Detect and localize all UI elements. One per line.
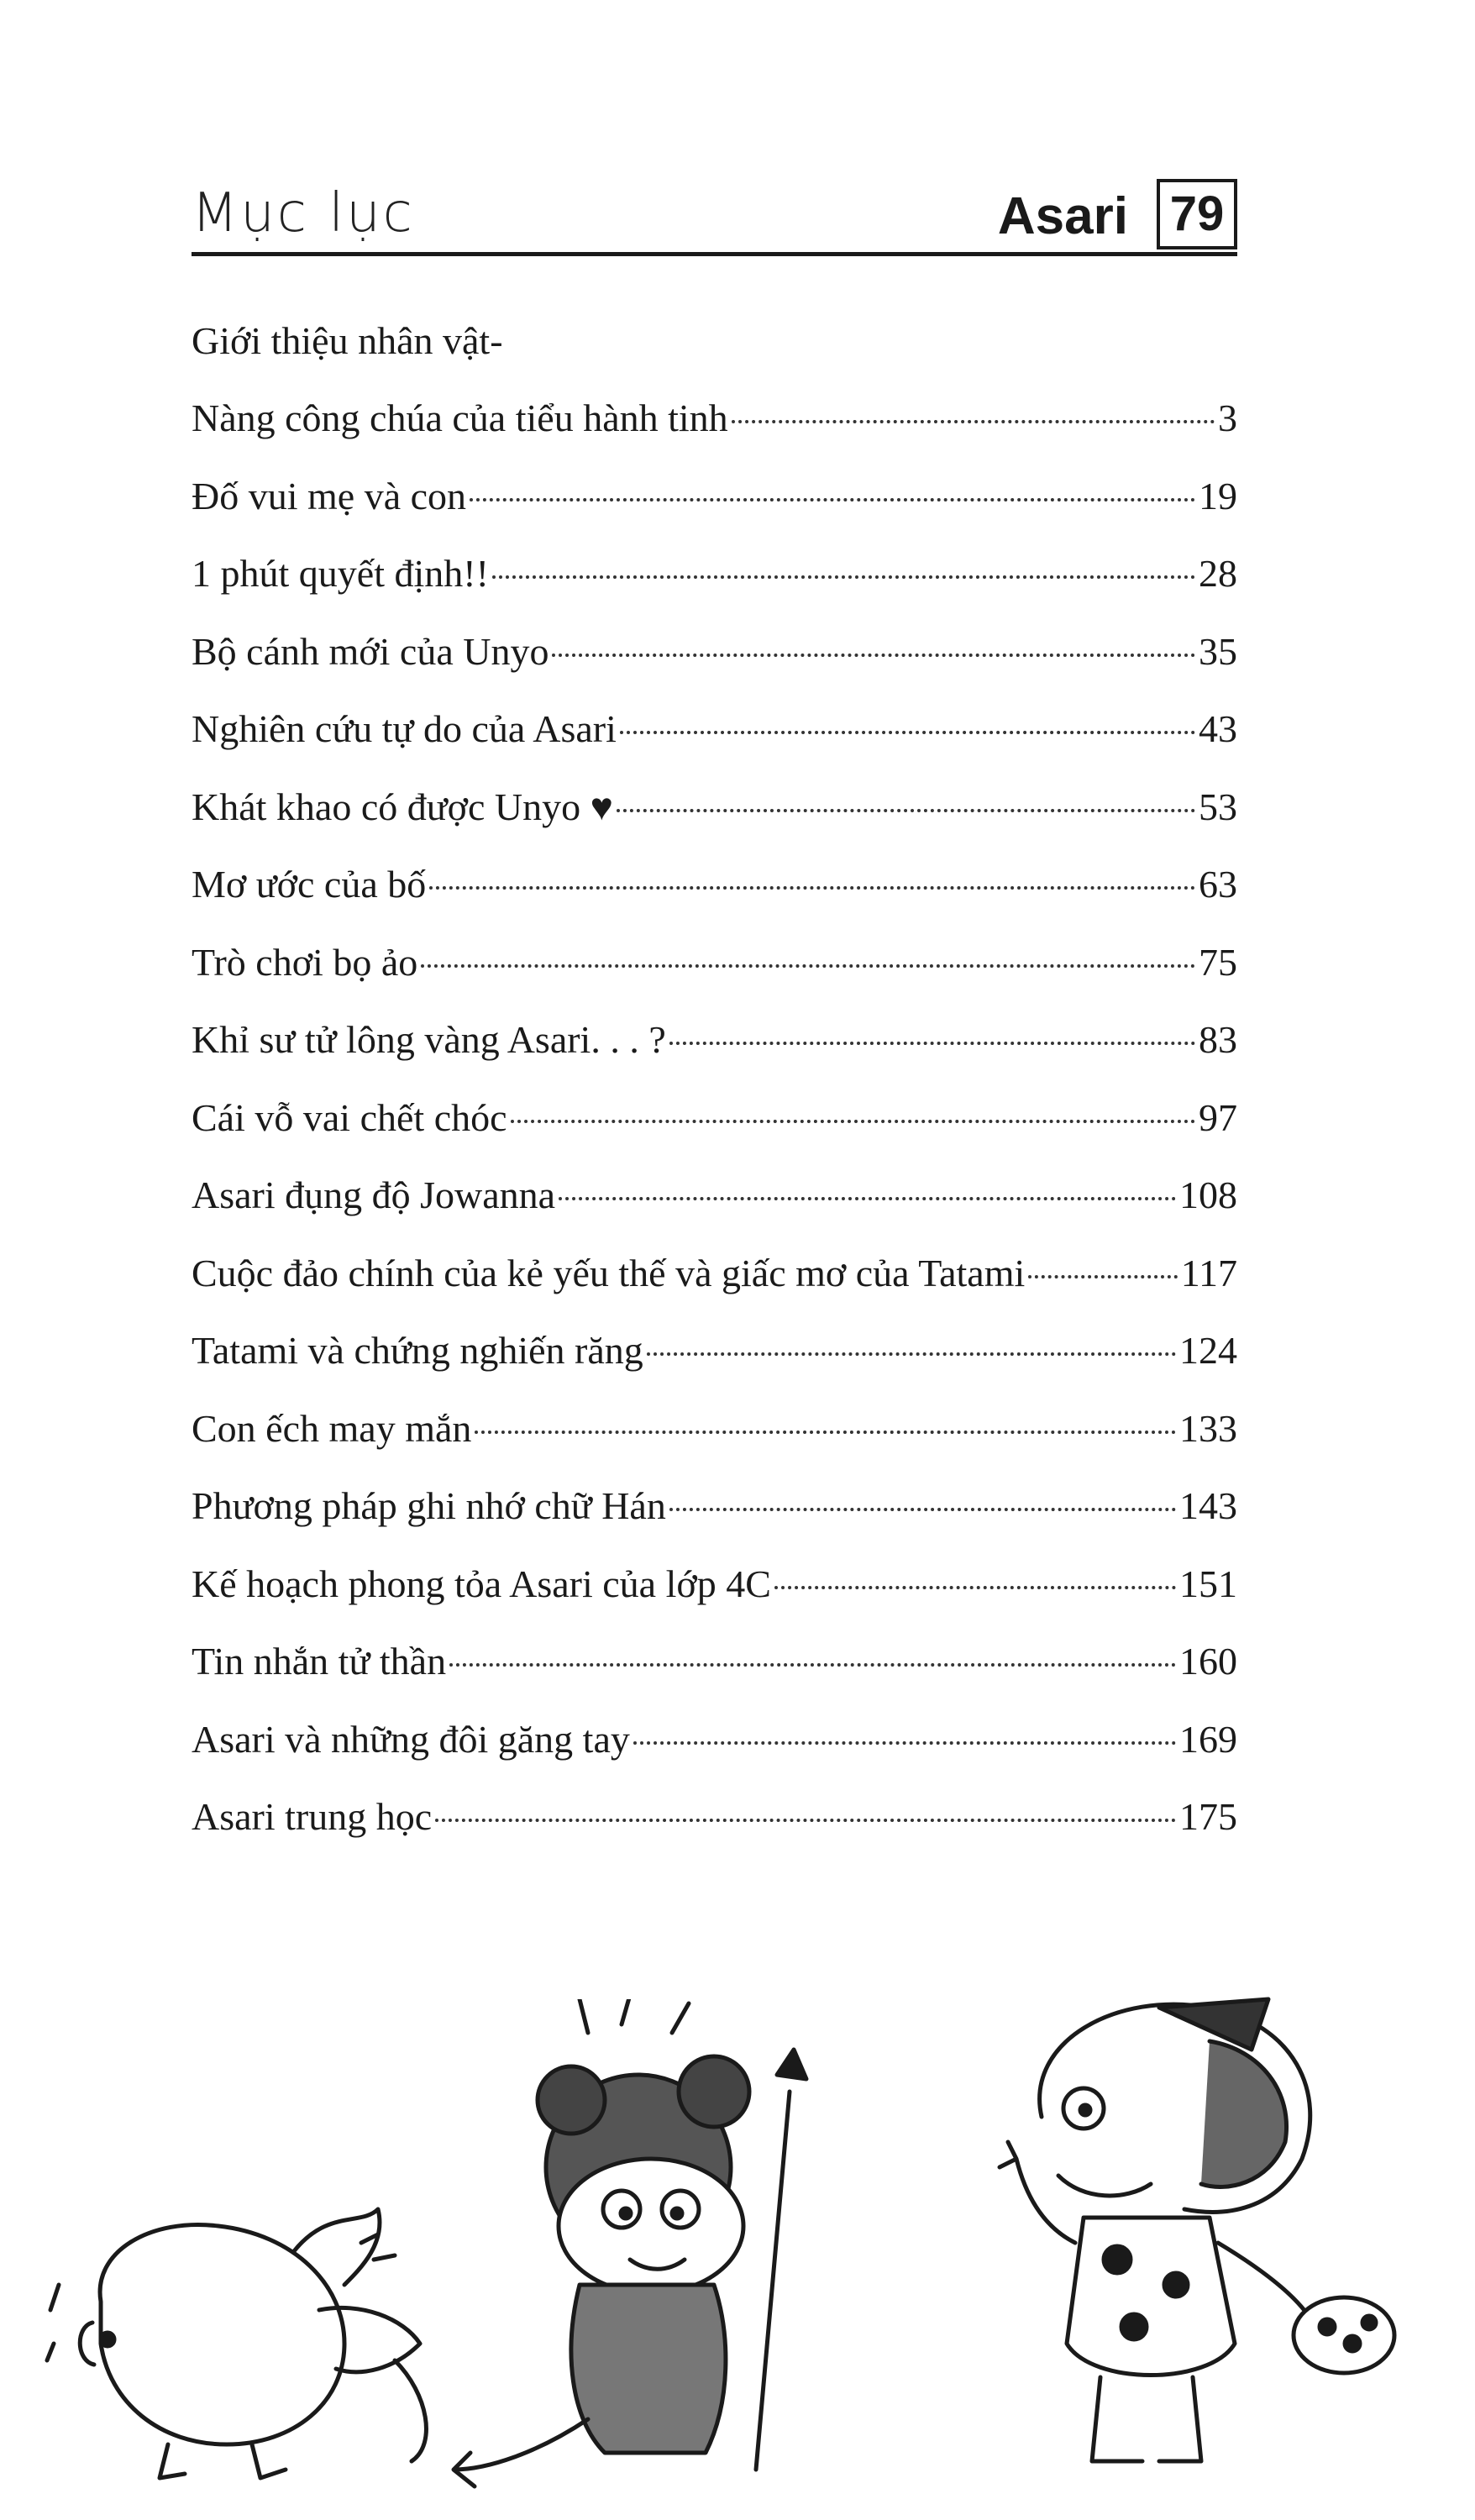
toc-entry-page: 3 — [1218, 396, 1237, 439]
toc-leader-dots — [552, 654, 1195, 657]
toc-entry — [192, 1001, 1237, 1079]
toc-leader-dots — [435, 1819, 1176, 1822]
toc-entry-page: 97 — [1199, 1095, 1237, 1139]
toc-entry-page: 35 — [1199, 629, 1237, 673]
toc-entry — [192, 1623, 1237, 1701]
toc-entry — [192, 1235, 1237, 1313]
toc-leader-dots — [633, 1741, 1176, 1745]
toc-entry-page: 175 — [1179, 1795, 1237, 1838]
toc-entry-page: 53 — [1199, 785, 1237, 828]
toc-entry — [192, 1778, 1237, 1856]
volume-number: 79 — [1157, 179, 1237, 249]
toc-leader-dots — [617, 809, 1195, 812]
toc-entry-title: Nghiên cứu tự do của Asari — [192, 707, 617, 750]
toc-entry-title: Asari trung học — [192, 1795, 433, 1838]
toc-entry-page: 75 — [1199, 940, 1237, 984]
toc-entry-title: Asari và những đôi găng tay — [192, 1717, 630, 1761]
toc-entry — [192, 535, 1237, 613]
toc-entry-page: 63 — [1199, 863, 1237, 906]
toc-leader-dots — [774, 1586, 1176, 1589]
toc-entry-title: Trò chơi bọ ảo — [192, 940, 418, 984]
devil-character-illustration — [437, 1999, 874, 2503]
toc-entry — [192, 1157, 1237, 1235]
toc-entry — [192, 1312, 1237, 1390]
toc-entry-page: 143 — [1179, 1484, 1237, 1527]
toc-leader-dots — [470, 498, 1195, 501]
toc-entry-title: Kế hoạch phong tỏa Asari của lớp 4C — [192, 1562, 771, 1605]
toc-leader-dots — [732, 420, 1215, 423]
toc-entry-page: 133 — [1179, 1406, 1237, 1450]
toc-entry — [192, 690, 1237, 769]
toc-entry — [192, 924, 1237, 1002]
toc-entry-page: 169 — [1179, 1717, 1237, 1761]
page-title: Mục lục — [192, 182, 415, 244]
toc-leader-dots — [421, 964, 1195, 968]
toc-entry-page: 124 — [1179, 1329, 1237, 1372]
toc-leader-dots — [669, 1508, 1176, 1511]
toc-entry — [192, 846, 1237, 924]
toc-entry — [192, 613, 1237, 691]
toc-entry-page: 19 — [1199, 474, 1237, 517]
toc-entry-page: 83 — [1199, 1018, 1237, 1061]
toc-entry-title: Phương pháp ghi nhớ chữ Hán — [192, 1484, 666, 1527]
toc-entry-page: 117 — [1180, 1251, 1237, 1294]
toc-entry-title: Cái vỗ vai chết chóc — [192, 1095, 507, 1139]
toc-entry — [192, 1390, 1237, 1468]
toc-leader-dots — [559, 1197, 1176, 1200]
toc-entry — [192, 769, 1237, 847]
girl-character-illustration — [991, 1991, 1411, 2495]
toc-entry-title: 1 phút quyết định!! — [192, 552, 489, 595]
page-header — [192, 164, 1237, 256]
toc-entry — [192, 1079, 1237, 1158]
toc-entry-title: Mơ ước của bố — [192, 863, 427, 906]
toc-entry-title: Cuộc đảo chính của kẻ yếu thế và giấc mơ của Tatami — [192, 1251, 1026, 1294]
toc-entry-page: 43 — [1199, 707, 1237, 750]
toc-leader-dots — [429, 886, 1195, 890]
toc-leader-dots — [647, 1352, 1176, 1356]
creature-illustration — [42, 2176, 479, 2495]
toc-entry-title: Khát khao có được Unyo ♥ — [192, 785, 613, 828]
toc-entry — [192, 380, 1237, 458]
toc-entry-title: Tatami và chứng nghiến răng — [192, 1329, 643, 1372]
toc-entry — [192, 458, 1237, 536]
toc-entry-title: Khỉ sư tử lông vàng Asari. . . ? — [192, 1018, 666, 1061]
toc-intro: Giới thiệu nhân vật- — [192, 319, 503, 362]
toc-leader-dots — [475, 1431, 1176, 1434]
toc-leader-dots — [1028, 1275, 1177, 1278]
toc-entry-title: Đố vui mẹ và con — [192, 474, 467, 517]
toc-entry-title: Bộ cánh mới của Unyo — [192, 629, 549, 673]
header-rule — [192, 252, 1237, 256]
toc-entry-title: Con ếch may mắn — [192, 1406, 472, 1450]
toc-entry-title: Tin nhắn tử thần — [192, 1640, 447, 1683]
toc-list — [192, 380, 1237, 1856]
toc-entry-page: 108 — [1179, 1173, 1237, 1216]
toc-entry-title: Asari đụng độ Jowanna — [192, 1173, 556, 1216]
toc-entry-page: 160 — [1179, 1640, 1237, 1683]
toc-entry-page: 28 — [1199, 552, 1237, 595]
toc-leader-dots — [492, 575, 1195, 579]
toc-entry-page: 151 — [1179, 1562, 1237, 1605]
toc-entry — [192, 1467, 1237, 1546]
toc-leader-dots — [620, 731, 1195, 734]
toc-leader-dots — [669, 1042, 1195, 1045]
toc-leader-dots — [449, 1663, 1176, 1667]
toc-entry — [192, 1701, 1237, 1779]
toc-entry — [192, 1546, 1237, 1624]
toc-entry-title: Nàng công chúa của tiểu hành tinh — [192, 396, 728, 439]
table-of-contents — [192, 302, 1237, 1856]
toc-leader-dots — [511, 1120, 1195, 1123]
series-name: Asari — [997, 187, 1128, 245]
